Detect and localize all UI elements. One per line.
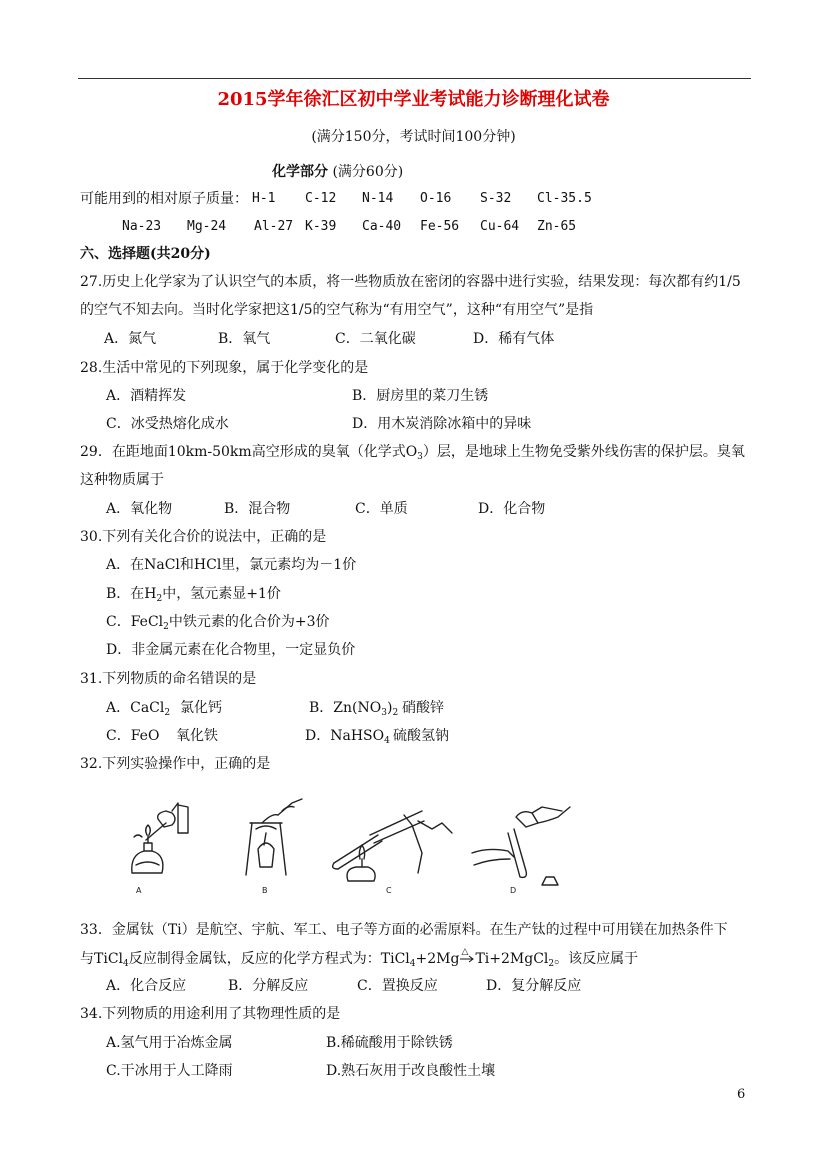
q29-option-b: B．混合物 [224,501,291,517]
lab-operation-figures [122,793,582,895]
q28-option-c: C．冰受热熔化成水 [106,416,229,432]
q33-sub2: 4 [409,959,416,969]
figure-label-d: D [510,886,517,895]
q30-option-b [106,585,281,603]
q31-option-d-name: 硫酸氢钠 [393,728,449,744]
q31-option-b-formula: B．Zn(NO [309,700,382,716]
atomic-mass-na: Na-23 [122,219,162,234]
q31-option-a-name: 氯化钙 [180,700,222,716]
q32-stem: 32.下列实验操作中，正确的是 [80,756,271,772]
atomic-mass-n: N-14 [362,191,394,206]
q34-option-c: C.干冰用于人工降雨 [106,1063,233,1079]
q29-stem-line2: 这种物质属于 [80,472,164,488]
q30-option-c-pre: C．FeCl [106,614,164,630]
q27-stem-line1: 27.历史上化学家为了认识空气的本质，将一些物质放在密闭的容器中进行实验，结果发现：每次都有约1/5 [80,274,741,290]
atomic-mass-cl: Cl-35.5 [537,191,592,206]
exam-subtitle: (满分150分，考试时间100分钟) [311,129,516,145]
atomic-mass-c: C-12 [305,191,337,206]
q27-stem-line2: 的空气不知去向。当时化学家把这1/5的空气称为“有用空气”，这种“有用空气”是指 [80,302,594,318]
q30-option-c [106,613,330,631]
figure-label-b: B [262,886,268,895]
q31-option-c-name: 氧化铁 [176,728,218,744]
q31-option-a-sub: 2 [164,708,171,718]
q28-stem: 28.生活中常见的下列现象，属于化学变化的是 [80,360,369,376]
q33-part2: 反应制得金属钛，反应的化学方程式为：TiCl [128,951,410,967]
q29-option-d: D．化合物 [478,501,546,517]
q28-option-d: D．用木炭消除冰箱中的异味 [352,416,532,432]
q29-stem-part2: ）层，是地球上生物免受紫外线伤害的保护层。臭氧 [422,444,745,460]
q34-option-b: B.稀硫酸用于除铁锈 [326,1035,453,1051]
q31-option-a-formula: A．CaCl [106,700,165,716]
q27-option-a: A．氮气 [104,331,157,347]
q34-stem: 34.下列物质的用途利用了其物理性质的是 [80,1006,341,1022]
atomic-mass-label: 可能用到的相对原子质量： [80,191,248,207]
q27-option-c: C．二氧化碳 [335,331,416,347]
q27-option-b: B．氧气 [218,331,271,347]
q30-stem: 30.下列有关化合价的说法中，正确的是 [80,529,327,545]
q30-option-c-post: 中铁元素的化合价为+3价 [168,614,330,630]
q33-sub3: 2 [548,959,555,969]
q31-option-c: C．FeO [106,728,160,744]
q33-reaction-arrow [459,949,475,963]
q30-option-b-post: 中，氢元素显+1价 [162,586,281,602]
q29-stem-part1: 29．在距地面10km-50km高空形成的臭氧（化学式O [80,444,418,460]
q33-stem-line1: 33．金属钛（Ti）是航空、宇航、军工、电子等方面的必需原料。在生产钛的过程中可用镁在加热条件下 [80,922,728,938]
q30-option-b-pre: B．在H [106,586,157,602]
q33-option-a: A．化合反应 [106,978,187,994]
q31-option-b-name: 硝酸锌 [402,700,444,716]
figure-c [333,811,452,881]
figure-a [132,803,188,873]
q30-option-b-sub: 2 [156,594,163,604]
q33-part5: 。该反应属于 [554,951,639,967]
q33-stem-line2 [80,949,638,968]
q28-option-a: A．酒精挥发 [106,388,187,404]
q31-option-d [305,727,390,745]
figure-label-a: A [136,886,142,895]
q31-option-d-formula: D．NaHSO [305,728,385,744]
figure-b [246,799,302,875]
q34-option-d: D.熟石灰用于改良酸性土壤 [326,1063,496,1079]
figure-label-c: C [386,886,392,895]
page-number: 6 [737,1087,746,1102]
q31-option-b-sub2: 2 [392,708,399,718]
q31-option-b [309,699,398,717]
atomic-mass-s: S-32 [480,191,512,206]
q29-stem-sub: 3 [417,452,423,462]
q33-option-c: C．置换反应 [357,978,438,994]
atomic-mass-al: Al-27 [254,219,294,234]
q29-option-a: A．氧化物 [106,501,173,517]
atomic-mass-k: K-39 [305,219,337,234]
atomic-mass-h: H-1 [252,191,276,206]
q31-stem: 31.下列物质的命名错误的是 [80,671,257,687]
atomic-mass-cu: Cu-64 [480,219,520,234]
q31-option-b-paren: ) [386,700,393,716]
q34-option-a: A.氢气用于冶炼金属 [106,1035,233,1051]
q30-option-a: A．在NaCl和HCl里，氯元素均为－1价 [106,557,357,573]
q33-part1: 与TiCl [80,951,124,967]
q33-part3: +2Mg [415,951,460,967]
header-rule [78,78,751,79]
q29-stem-line1 [80,443,745,461]
figure-d [472,807,570,885]
q33-option-b: B．分解反应 [228,978,309,994]
q30-option-d: D．非金属元素在化合物里，一定显负价 [106,642,356,658]
q33-part4: Ti+2MgCl [475,951,549,967]
section-heading: 六、选择题(共20分) [80,246,211,262]
q27-option-d: D．稀有气体 [473,331,555,347]
part-score: (满分60分) [332,164,404,180]
exam-title: 2015学年徐汇区初中学业考试能力诊断理化试卷 [217,89,610,110]
arrow-icon [459,951,475,965]
q33-option-d: D．复分解反应 [486,978,582,994]
q31-option-b-sub: 3 [381,708,387,718]
q28-option-b: B．厨房里的菜刀生锈 [352,388,489,404]
part-heading [272,163,403,181]
atomic-mass-mg: Mg-24 [187,219,227,234]
q31-option-a [106,699,170,717]
q30-option-c-sub: 2 [163,622,169,632]
atomic-mass-fe: Fe-56 [420,219,460,234]
part-title: 化学部分 [272,164,328,180]
atomic-mass-ca: Ca-40 [362,219,402,234]
atomic-mass-zn: Zn-65 [537,219,577,234]
q33-sub1: 4 [123,959,129,969]
atomic-mass-o: O-16 [420,191,452,206]
q33-heat-condition: △ [461,947,469,957]
q31-option-d-sub: 4 [384,736,390,746]
q29-option-c: C．单质 [355,501,408,517]
